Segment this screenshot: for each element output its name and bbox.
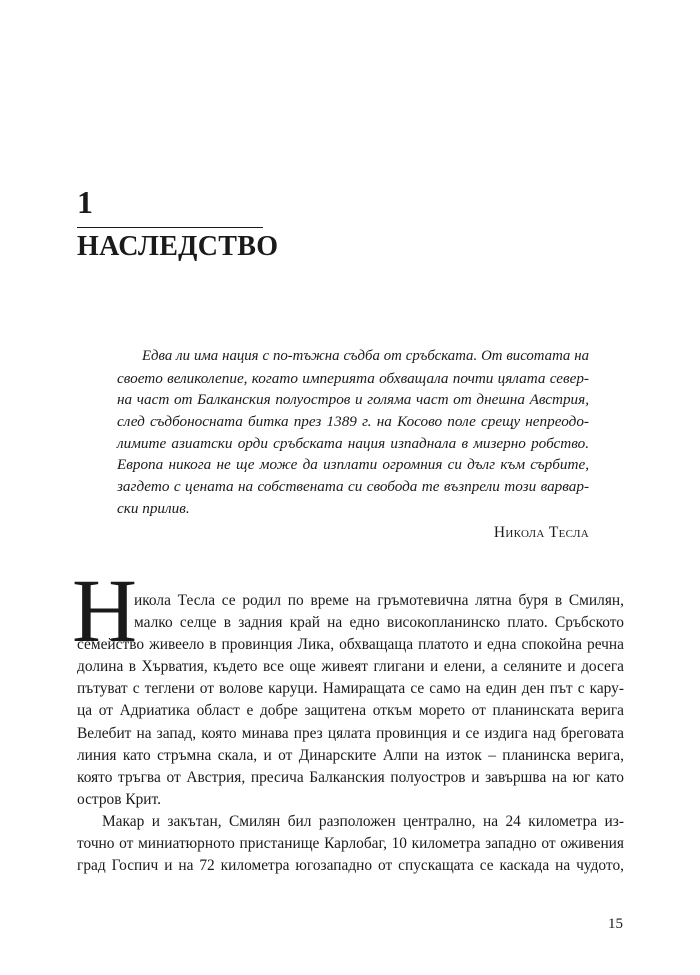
epigraph-line: лимите азиатски орди сръбската нация изпаднала в мизерно робство. bbox=[117, 434, 589, 452]
body-line: Велебит на запад, която минава през цялата провинция и се издига над бреговата bbox=[77, 724, 624, 742]
body-line: икола Тесла се родил по време на гръмотевична лятна буря в Смилян, bbox=[134, 592, 624, 609]
body-line: малко селце в задния край на едно високопланинско плато. Сръбското bbox=[134, 614, 624, 632]
body-line: пътуват с теглени от волове каруци. Намиращата се само на един ден път с кару- bbox=[77, 680, 624, 698]
body-line: линия като стръмна скала, и от Динарските Алпи на изток – планинска верига, bbox=[77, 746, 624, 764]
body-line: която тръгва от Австрия, пресича Балканския полуостров и завършва на юг като bbox=[77, 768, 624, 786]
epigraph-line: Едва ли има нация с по-тъжна съдба от сръбската. От висотата на bbox=[142, 348, 589, 364]
epigraph-line: Европа никога не ще може да изплати огромния си дълг към сърбите, bbox=[117, 456, 589, 474]
epigraph-line: загдето с цената на собствената си свобода те възпрели този варвар- bbox=[117, 478, 589, 496]
body-line: ца от Адриатика област е добре защитена откъм морето от планинската верига bbox=[77, 702, 624, 720]
epigraph-line: своето великолепие, когато империята обхващала почти цялата север- bbox=[117, 369, 589, 387]
body-line: град Госпич и на 72 километра югозападно от спускащата се каскада на чудото, bbox=[77, 857, 624, 875]
epigraph-line: след съдбоносната битка през 1389 г. на Косово поле срещу непреодо- bbox=[117, 413, 589, 431]
body-line: точно от миниатюрното пристанище Карлобаг, 10 километра западно от оживения bbox=[77, 835, 624, 853]
body-line: семейство живеело в провинция Лика, обхващаща платото и една спокойна речна bbox=[77, 636, 624, 654]
page-number: 15 bbox=[608, 916, 623, 932]
chapter-title: НАСЛЕДСТВО bbox=[77, 231, 279, 262]
body-text bbox=[77, 590, 624, 877]
drop-cap: Н bbox=[72, 562, 137, 661]
chapter-rule bbox=[77, 227, 263, 228]
epigraph-attribution: Никола Тесла bbox=[493, 524, 589, 541]
body-line: Макар и закътан, Смилян бил разположен централно, на 24 километра из- bbox=[102, 812, 624, 830]
body-line: остров Крит. bbox=[77, 790, 161, 808]
epigraph-line: ски прилив. bbox=[117, 499, 190, 517]
epigraph bbox=[117, 346, 589, 520]
body-line: долина в Хърватия, където все още живеят глигани и елени, а селяните и досега bbox=[77, 658, 624, 676]
epigraph-line: на част от Балканския полуостров и голяма част от днешна Австрия, bbox=[117, 391, 589, 409]
chapter-number: 1 bbox=[77, 184, 93, 220]
